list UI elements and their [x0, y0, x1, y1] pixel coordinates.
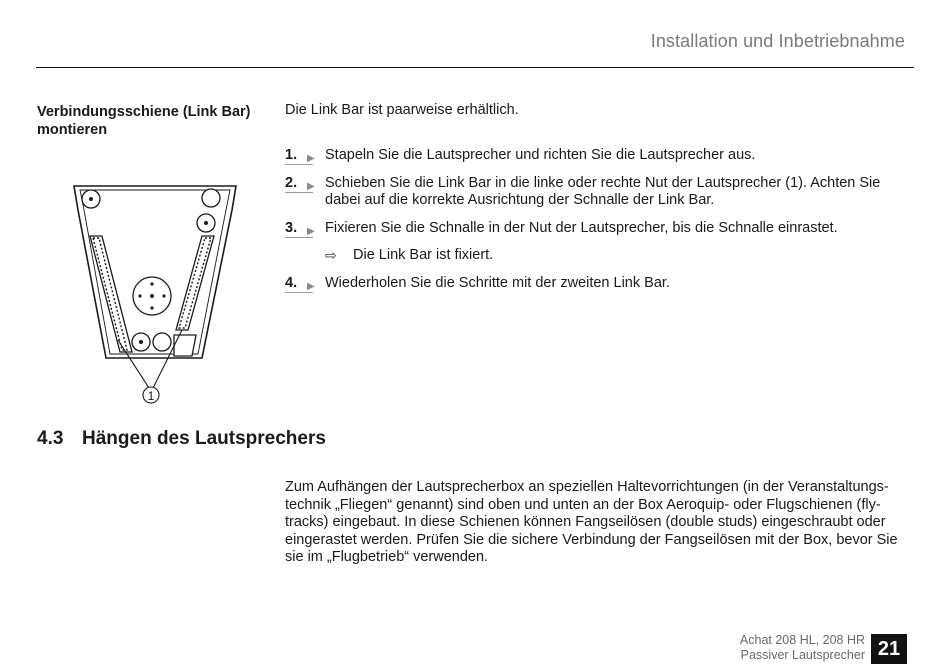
- step-arrow-icon: ▶: [307, 281, 315, 292]
- step-item: [285, 220, 905, 264]
- result-text: Die Link Bar ist fixiert.: [353, 247, 494, 263]
- step-arrow-icon: ▶: [307, 181, 315, 192]
- footer-product: Achat 208 HL, 208 HR: [739, 633, 865, 647]
- section-title-text: Hängen des Lautsprechers: [82, 428, 326, 449]
- result-arrow-icon: ⇨: [325, 247, 337, 263]
- step-arrow-icon: ▶: [307, 226, 315, 237]
- speaker-illustration: [70, 180, 240, 410]
- step-item: [285, 275, 905, 292]
- step-text: Wiederholen Sie die Schritte mit der zweiten Link Bar.: [325, 275, 670, 291]
- footer-subtitle: Passiver Lautsprecher: [740, 648, 865, 662]
- section-number: 4.3: [37, 428, 64, 449]
- procedure-heading: Verbindungsschiene (Link Bar) montieren: [37, 104, 251, 138]
- step-number: 4.: [285, 275, 317, 292]
- header-title: Installation und Inbetriebnahme: [650, 31, 905, 51]
- step-item: [285, 175, 905, 209]
- step-text: Schieben Sie die Link Bar in die linke oder rechte Nut der Lautsprecher (1). Achten Sie dabei auf die korrekte Ausrichtung der Schnalle der Link Bar.: [325, 175, 881, 208]
- callout-label: 1: [147, 389, 155, 403]
- step-number: 3.: [285, 220, 317, 237]
- section-paragraph: Zum Aufhängen der Lautsprecherbox an speziellen Haltevorrichtungen (in der Veranstaltungstechnik „Fliegen“ genannt) sind oben und unten an der Box Aeroquip- oder Flugschienen (flytracks) eingebaut. In diese Schienen können Fangseilösen (double studs) eingeschraubt oder eingerastet werden. Prüfen Sie die sichere Verbindung der Fangseilösen mit der Box, bevor Sie sie im „Flugbetrieb“ verwenden.: [285, 479, 898, 565]
- header-rule: [36, 67, 914, 68]
- section-title: [37, 428, 326, 450]
- step-text: Fixieren Sie die Schnalle in der Nut der Lautsprecher, bis die Schnalle einrastet.: [325, 220, 838, 236]
- step-number: 1.: [285, 147, 317, 164]
- procedure-intro: Die Link Bar ist paarweise erhältlich.: [285, 102, 519, 118]
- step-text: Stapeln Sie die Lautsprecher und richten Sie die Lautsprecher aus.: [325, 147, 756, 163]
- step-result: [325, 247, 905, 264]
- page-number: 21: [871, 634, 907, 664]
- step-list: [285, 147, 905, 303]
- step-item: [285, 147, 905, 164]
- step-number: 2.: [285, 175, 317, 192]
- footer-product-info: [740, 633, 865, 663]
- speaker-bottom-view-drawing: [70, 180, 240, 410]
- step-arrow-icon: ▶: [307, 153, 315, 164]
